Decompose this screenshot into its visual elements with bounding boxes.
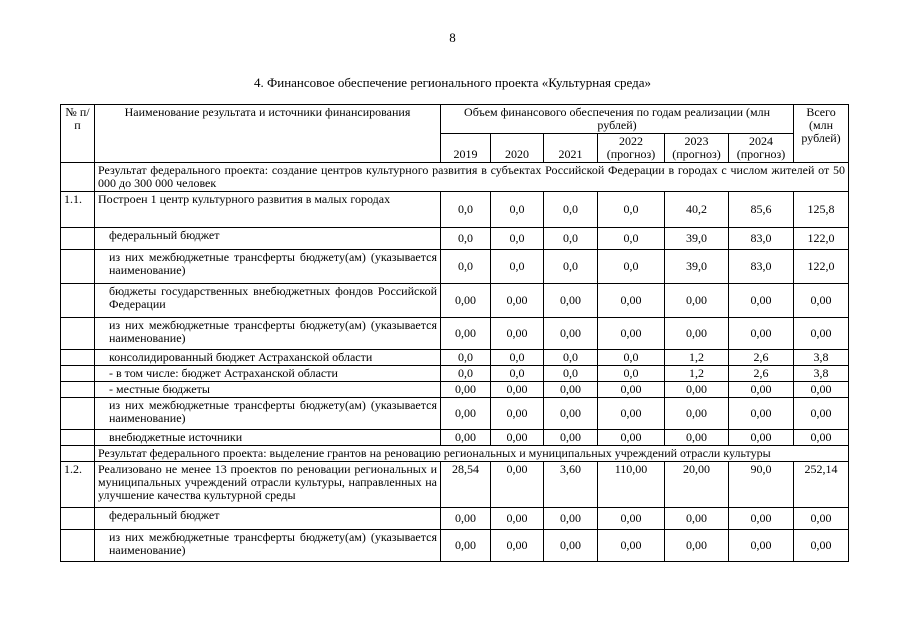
value-cell: 0,00 bbox=[491, 430, 544, 446]
header-year: 2019 bbox=[441, 134, 491, 163]
value-cell: 0,00 bbox=[598, 382, 665, 398]
row-name: - в том числе: бюджет Астраханской области bbox=[95, 366, 441, 382]
section-title: Результат федерального проекта: выделение грантов на реновацию региональных и муниципальных учреждений отрасли культуры bbox=[95, 446, 849, 462]
value-cell: 122,0 bbox=[794, 228, 849, 250]
section-empty-cell bbox=[61, 446, 95, 462]
value-cell: 90,0 bbox=[729, 462, 794, 508]
value-cell: 0,0 bbox=[491, 228, 544, 250]
value-cell: 0,0 bbox=[598, 192, 665, 228]
row-number bbox=[61, 508, 95, 530]
value-cell: 0,00 bbox=[794, 382, 849, 398]
value-cell: 1,2 bbox=[665, 350, 729, 366]
table-row bbox=[61, 318, 849, 350]
row-number bbox=[61, 366, 95, 382]
value-cell: 0,00 bbox=[491, 398, 544, 430]
row-name: - местные бюджеты bbox=[95, 382, 441, 398]
row-name: Реализовано не менее 13 проектов по реновации региональных и муниципальных учреждений отрасли культуры, направленных на улучшение качества культурной среды bbox=[95, 462, 441, 508]
value-cell: 0,00 bbox=[729, 382, 794, 398]
header-year: 2023 (прогноз) bbox=[665, 134, 729, 163]
value-cell: 0,0 bbox=[544, 250, 598, 284]
header-row bbox=[61, 105, 849, 134]
value-cell: 0,00 bbox=[598, 530, 665, 562]
row-name: из них межбюджетные трансферты бюджету(ам) (указывается наименование) bbox=[95, 398, 441, 430]
table-row bbox=[61, 430, 849, 446]
value-cell: 125,8 bbox=[794, 192, 849, 228]
financing-table bbox=[60, 104, 849, 562]
value-cell: 0,00 bbox=[794, 430, 849, 446]
table-row bbox=[61, 350, 849, 366]
value-cell: 28,54 bbox=[441, 462, 491, 508]
row-name: из них межбюджетные трансферты бюджету(ам) (указывается наименование) bbox=[95, 530, 441, 562]
row-name: федеральный бюджет bbox=[95, 508, 441, 530]
value-cell: 3,60 bbox=[544, 462, 598, 508]
row-number bbox=[61, 530, 95, 562]
value-cell: 2,6 bbox=[729, 366, 794, 382]
value-cell: 2,6 bbox=[729, 350, 794, 366]
value-cell: 0,00 bbox=[665, 398, 729, 430]
value-cell: 0,00 bbox=[441, 398, 491, 430]
value-cell: 0,00 bbox=[544, 430, 598, 446]
value-cell: 0,00 bbox=[729, 430, 794, 446]
row-name: консолидированный бюджет Астраханской области bbox=[95, 350, 441, 366]
value-cell: 0,0 bbox=[544, 350, 598, 366]
value-cell: 0,0 bbox=[491, 350, 544, 366]
value-cell: 0,0 bbox=[598, 366, 665, 382]
header-year: 2022 (прогноз) bbox=[598, 134, 665, 163]
value-cell: 0,00 bbox=[794, 398, 849, 430]
document-title: 4. Финансовое обеспечение регионального проекта «Культурная среда» bbox=[253, 75, 652, 90]
header-volume: Объем финансового обеспечения по годам реализации (млн рублей) bbox=[441, 105, 794, 134]
header-num: № п/п bbox=[61, 105, 95, 163]
table-row bbox=[61, 382, 849, 398]
row-name: внебюджетные источники bbox=[95, 430, 441, 446]
value-cell: 40,2 bbox=[665, 192, 729, 228]
row-number bbox=[61, 250, 95, 284]
page-number: 8 bbox=[449, 30, 456, 45]
row-name: бюджеты государственных внебюджетных фондов Российской Федерации bbox=[95, 284, 441, 318]
value-cell: 0,00 bbox=[491, 382, 544, 398]
value-cell: 0,00 bbox=[441, 508, 491, 530]
value-cell: 122,0 bbox=[794, 250, 849, 284]
row-number bbox=[61, 350, 95, 366]
row-number: 1.2. bbox=[61, 462, 95, 508]
header-year: 2020 bbox=[491, 134, 544, 163]
value-cell: 0,0 bbox=[491, 250, 544, 284]
value-cell: 39,0 bbox=[665, 250, 729, 284]
value-cell: 0,00 bbox=[665, 430, 729, 446]
section-row bbox=[61, 163, 849, 192]
value-cell: 0,0 bbox=[544, 192, 598, 228]
value-cell: 0,00 bbox=[665, 284, 729, 318]
value-cell: 0,0 bbox=[491, 366, 544, 382]
value-cell: 0,00 bbox=[729, 530, 794, 562]
table-row bbox=[61, 250, 849, 284]
value-cell: 0,0 bbox=[598, 250, 665, 284]
section-empty-cell bbox=[61, 163, 95, 192]
value-cell: 0,00 bbox=[794, 318, 849, 350]
table-body bbox=[61, 105, 849, 562]
table-row bbox=[61, 462, 849, 508]
value-cell: 0,00 bbox=[491, 284, 544, 318]
value-cell: 0,00 bbox=[441, 318, 491, 350]
value-cell: 3,8 bbox=[794, 366, 849, 382]
value-cell: 110,00 bbox=[598, 462, 665, 508]
row-number bbox=[61, 228, 95, 250]
value-cell: 0,00 bbox=[794, 284, 849, 318]
value-cell: 0,00 bbox=[729, 508, 794, 530]
header-year: 2021 bbox=[544, 134, 598, 163]
table-row bbox=[61, 284, 849, 318]
value-cell: 0,00 bbox=[544, 530, 598, 562]
value-cell: 0,0 bbox=[544, 366, 598, 382]
header-year: 2024 (прогноз) bbox=[729, 134, 794, 163]
value-cell: 0,00 bbox=[665, 508, 729, 530]
row-name: из них межбюджетные трансферты бюджету(ам) (указывается наименование) bbox=[95, 250, 441, 284]
value-cell: 0,00 bbox=[598, 430, 665, 446]
value-cell: 0,0 bbox=[598, 228, 665, 250]
table-row bbox=[61, 508, 849, 530]
value-cell: 0,00 bbox=[441, 530, 491, 562]
value-cell: 0,00 bbox=[598, 398, 665, 430]
value-cell: 0,00 bbox=[491, 530, 544, 562]
value-cell: 0,0 bbox=[441, 350, 491, 366]
value-cell: 0,0 bbox=[598, 350, 665, 366]
row-name: Построен 1 центр культурного развития в малых городах bbox=[95, 192, 441, 228]
value-cell: 0,00 bbox=[544, 318, 598, 350]
value-cell: 0,00 bbox=[441, 382, 491, 398]
table-row bbox=[61, 366, 849, 382]
section-row bbox=[61, 446, 849, 462]
value-cell: 0,0 bbox=[441, 192, 491, 228]
row-number bbox=[61, 284, 95, 318]
value-cell: 0,00 bbox=[491, 508, 544, 530]
header-name: Наименование результата и источники финансирования bbox=[95, 105, 441, 163]
row-number bbox=[61, 382, 95, 398]
row-number bbox=[61, 430, 95, 446]
value-cell: 1,2 bbox=[665, 366, 729, 382]
header-total: Всего (млн рублей) bbox=[794, 105, 849, 163]
row-name: из них межбюджетные трансферты бюджету(ам) (указывается наименование) bbox=[95, 318, 441, 350]
value-cell: 83,0 bbox=[729, 228, 794, 250]
value-cell: 0,0 bbox=[441, 250, 491, 284]
value-cell: 0,00 bbox=[491, 318, 544, 350]
value-cell: 0,00 bbox=[665, 382, 729, 398]
value-cell: 83,0 bbox=[729, 250, 794, 284]
value-cell: 39,0 bbox=[665, 228, 729, 250]
value-cell: 0,0 bbox=[491, 192, 544, 228]
row-number bbox=[61, 398, 95, 430]
value-cell: 0,00 bbox=[665, 318, 729, 350]
row-number bbox=[61, 318, 95, 350]
value-cell: 0,00 bbox=[544, 382, 598, 398]
value-cell: 3,8 bbox=[794, 350, 849, 366]
value-cell: 0,0 bbox=[441, 366, 491, 382]
value-cell: 0,00 bbox=[665, 530, 729, 562]
value-cell: 0,0 bbox=[441, 228, 491, 250]
table-row bbox=[61, 530, 849, 562]
table-row bbox=[61, 398, 849, 430]
value-cell: 0,00 bbox=[598, 318, 665, 350]
row-number: 1.1. bbox=[61, 192, 95, 228]
value-cell: 0,00 bbox=[598, 508, 665, 530]
section-title: Результат федерального проекта: создание центров культурного развития в субъектах Российской Федерации в городах с числом жителей от 50 000 до 300 000 человек bbox=[95, 163, 849, 192]
value-cell: 0,00 bbox=[544, 508, 598, 530]
value-cell: 0,00 bbox=[729, 398, 794, 430]
value-cell: 0,00 bbox=[794, 508, 849, 530]
value-cell: 85,6 bbox=[729, 192, 794, 228]
table-row bbox=[61, 192, 849, 228]
value-cell: 0,00 bbox=[598, 284, 665, 318]
row-name: федеральный бюджет bbox=[95, 228, 441, 250]
value-cell: 252,14 bbox=[794, 462, 849, 508]
value-cell: 0,00 bbox=[729, 318, 794, 350]
value-cell: 0,00 bbox=[491, 462, 544, 508]
table-row bbox=[61, 228, 849, 250]
value-cell: 0,0 bbox=[544, 228, 598, 250]
value-cell: 0,00 bbox=[544, 284, 598, 318]
value-cell: 0,00 bbox=[441, 430, 491, 446]
value-cell: 0,00 bbox=[544, 398, 598, 430]
value-cell: 0,00 bbox=[441, 284, 491, 318]
value-cell: 20,00 bbox=[665, 462, 729, 508]
value-cell: 0,00 bbox=[794, 530, 849, 562]
value-cell: 0,00 bbox=[729, 284, 794, 318]
